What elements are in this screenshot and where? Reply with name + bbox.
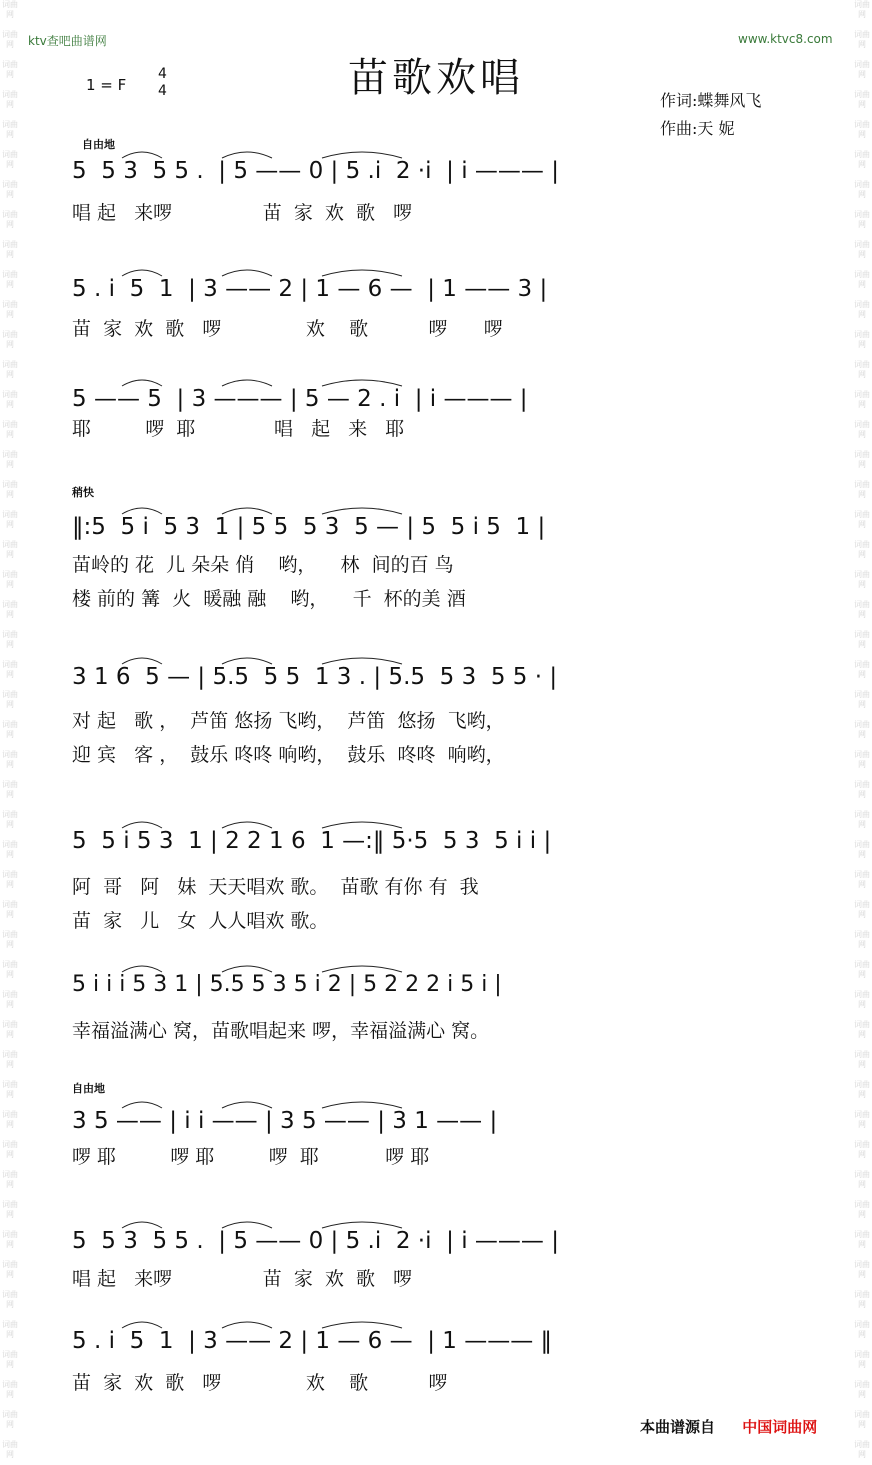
key-signature: 1 = F <box>86 76 127 94</box>
watermark-glyph: 词曲网 <box>2 990 18 1009</box>
watermark-glyph: 词曲网 <box>2 720 18 739</box>
notation-line: 5 5 3 5 5 . | 5 —— 0 | 5 .i 2 ·i | i ——— | <box>72 1228 559 1254</box>
lyric-line: 唱 起 来啰 苗 家 欢 歌 啰 <box>72 202 413 224</box>
watermark-glyph: 词曲网 <box>854 30 870 49</box>
watermark-glyph: 词曲网 <box>854 60 870 79</box>
watermark-glyph: 词曲网 <box>854 570 870 589</box>
watermark-glyph: 词曲网 <box>2 60 18 79</box>
watermark-glyph: 词曲网 <box>854 1260 870 1279</box>
watermark-glyph: 词曲网 <box>854 300 870 319</box>
song-title: 苗歌欢唱 <box>348 55 524 101</box>
watermark-glyph: 词曲网 <box>2 1410 18 1429</box>
watermark-glyph: 词曲网 <box>2 600 18 619</box>
watermark-glyph: 词曲网 <box>2 90 18 109</box>
watermark-glyph: 词曲网 <box>2 1380 18 1399</box>
watermark-glyph: 词曲网 <box>854 150 870 169</box>
watermark-glyph: 词曲网 <box>854 690 870 709</box>
watermark-glyph: 词曲网 <box>854 1080 870 1099</box>
watermark-glyph: 词曲网 <box>2 930 18 949</box>
watermark-glyph: 词曲网 <box>854 120 870 139</box>
footer-source-link[interactable]: 中国词曲网 <box>742 1418 818 1436</box>
watermark-glyph: 词曲网 <box>854 1110 870 1129</box>
watermark-glyph: 词曲网 <box>2 840 18 859</box>
watermark-glyph: 词曲网 <box>2 1320 18 1339</box>
notation-line: 5 i i i 5 3 1 | 5.5 5 3 5 i 2 | 5 2 2 2 i 5 i | <box>72 972 502 997</box>
watermark-glyph: 词曲网 <box>854 1140 870 1159</box>
time-signature: 4 4 <box>158 66 167 99</box>
watermark-glyph: 词曲网 <box>854 600 870 619</box>
watermark-glyph: 词曲网 <box>2 330 18 349</box>
watermark-glyph: 词曲网 <box>854 1170 870 1189</box>
left-site-link[interactable]: ktv查吧曲谱网 <box>28 34 107 48</box>
watermark-glyph: 词曲网 <box>854 360 870 379</box>
watermark-glyph: 词曲网 <box>2 540 18 559</box>
watermark-glyph: 词曲网 <box>854 390 870 409</box>
watermark-glyph: 词曲网 <box>854 990 870 1009</box>
notation-line: ‖:5 5 i 5 3 1 | 5 5 5 3 5 — | 5 5 i 5 1 | <box>72 514 546 540</box>
score-row <box>72 514 822 610</box>
watermark-glyph: 词曲网 <box>2 120 18 139</box>
watermark-glyph: 词曲网 <box>2 180 18 199</box>
score-row <box>72 276 822 340</box>
watermark-glyph: 词曲网 <box>2 1080 18 1099</box>
notation-line: 5 . i 5 1 | 3 —— 2 | 1 — 6 — | 1 —— 3 | <box>72 276 548 302</box>
composer-credit: 作曲:天 妮 <box>660 119 735 138</box>
watermark-glyph: 词曲网 <box>2 0 18 19</box>
lyric-line: 苗 家 欢 歌 啰 欢 歌 啰 <box>72 1372 448 1394</box>
watermark-glyph: 词曲网 <box>2 360 18 379</box>
watermark-glyph: 词曲网 <box>2 1050 18 1069</box>
watermark-glyph: 词曲网 <box>2 630 18 649</box>
watermark-glyph: 词曲网 <box>2 270 18 289</box>
right-site-link[interactable]: www.ktvc8.com <box>738 32 833 46</box>
tempo-mark-free-2: 自由地 <box>72 1082 105 1095</box>
score-row <box>72 972 822 1042</box>
notation-line: 3 5 —— | i i —— | 3 5 —— | 3 1 —— | <box>72 1108 498 1134</box>
lyric-line: 耶 啰 耶 唱 起 来 耶 <box>72 418 405 440</box>
watermark-glyph: 词曲网 <box>2 30 18 49</box>
lyric-line: 对 起 歌 ， 芦笛 悠扬 飞哟， 芦笛 悠扬 飞哟， <box>72 710 505 732</box>
footer-prefix: 本曲谱源自 <box>640 1418 716 1436</box>
watermark-glyph: 词曲网 <box>854 210 870 229</box>
score-row <box>72 664 822 766</box>
watermark-glyph: 词曲网 <box>854 510 870 529</box>
watermark-glyph: 词曲网 <box>2 210 18 229</box>
score-row <box>72 386 822 440</box>
watermark-glyph: 词曲网 <box>2 1440 18 1459</box>
watermark-glyph: 词曲网 <box>2 660 18 679</box>
left-watermark-strip <box>0 0 20 1465</box>
watermark-glyph: 词曲网 <box>854 1020 870 1039</box>
watermark-glyph: 词曲网 <box>854 720 870 739</box>
watermark-glyph: 词曲网 <box>854 840 870 859</box>
lyric-line: 幸福溢满心 窝，苗歌唱起来 啰，幸福溢满心 窝。 <box>72 1020 490 1042</box>
watermark-glyph: 词曲网 <box>2 1260 18 1279</box>
tempo-mark-free: 自由地 <box>82 138 115 151</box>
lyric-line: 苗 家 欢 歌 啰 欢 歌 啰 啰 <box>72 318 503 340</box>
watermark-glyph: 词曲网 <box>2 570 18 589</box>
lyric-line: 苗 家 儿 女 人人唱欢 歌。 <box>72 910 329 932</box>
watermark-glyph: 词曲网 <box>2 1290 18 1309</box>
watermark-glyph: 词曲网 <box>2 1020 18 1039</box>
lyricist-credit: 作词:蝶舞风飞 <box>660 91 762 110</box>
lyric-line: 苗岭的 花 儿 朵朵 俏 哟， 林 间的百 鸟 <box>72 554 454 576</box>
lyric-line: 迎 宾 客 ， 鼓乐 咚咚 响哟， 鼓乐 咚咚 响哟， <box>72 744 505 766</box>
watermark-glyph: 词曲网 <box>2 480 18 499</box>
notation-line: 5 . i 5 1 | 3 —— 2 | 1 — 6 — | 1 ——— ‖ <box>72 1328 553 1354</box>
source-footer <box>640 1416 817 1437</box>
watermark-glyph: 词曲网 <box>2 960 18 979</box>
watermark-glyph: 词曲网 <box>2 690 18 709</box>
watermark-glyph: 词曲网 <box>2 810 18 829</box>
watermark-glyph: 词曲网 <box>2 1230 18 1249</box>
watermark-glyph: 词曲网 <box>2 1140 18 1159</box>
watermark-glyph: 词曲网 <box>854 1200 870 1219</box>
watermark-glyph: 词曲网 <box>2 390 18 409</box>
lyric-line: 啰 耶 啰 耶 啰 耶 啰 耶 <box>72 1146 430 1168</box>
watermark-glyph: 词曲网 <box>854 660 870 679</box>
score-row <box>72 158 822 224</box>
notation-line: 5 5 i 5 3 1 | 2 2 1 6 1 —:‖ 5·5 5 3 5 i i | <box>72 828 552 854</box>
watermark-glyph: 词曲网 <box>2 1110 18 1129</box>
watermark-glyph: 词曲网 <box>854 180 870 199</box>
watermark-glyph: 词曲网 <box>2 780 18 799</box>
watermark-glyph: 词曲网 <box>2 450 18 469</box>
watermark-glyph: 词曲网 <box>854 1320 870 1339</box>
watermark-glyph: 词曲网 <box>854 240 870 259</box>
watermark-glyph: 词曲网 <box>854 480 870 499</box>
score-row <box>72 1108 822 1168</box>
watermark-glyph: 词曲网 <box>854 900 870 919</box>
watermark-glyph: 词曲网 <box>854 960 870 979</box>
watermark-glyph: 词曲网 <box>854 780 870 799</box>
watermark-glyph: 词曲网 <box>854 1050 870 1069</box>
watermark-glyph: 词曲网 <box>2 870 18 889</box>
watermark-glyph: 词曲网 <box>854 1440 870 1459</box>
notation-line: 5 5 3 5 5 . | 5 —— 0 | 5 .i 2 ·i | i ——— | <box>72 158 559 184</box>
watermark-glyph: 词曲网 <box>854 630 870 649</box>
watermark-glyph: 词曲网 <box>2 510 18 529</box>
watermark-glyph: 词曲网 <box>854 750 870 769</box>
watermark-glyph: 词曲网 <box>854 810 870 829</box>
watermark-glyph: 词曲网 <box>854 270 870 289</box>
notation-line: 3 1 6 5 — | 5.5 5 5 1 3 . | 5.5 5 3 5 5 · | <box>72 664 558 690</box>
score-row <box>72 1328 822 1394</box>
watermark-glyph: 词曲网 <box>2 1200 18 1219</box>
score-row <box>72 828 822 932</box>
watermark-glyph: 词曲网 <box>2 1350 18 1369</box>
watermark-glyph: 词曲网 <box>854 330 870 349</box>
right-watermark-strip <box>852 0 872 1465</box>
watermark-glyph: 词曲网 <box>2 150 18 169</box>
watermark-glyph: 词曲网 <box>854 1410 870 1429</box>
watermark-glyph: 词曲网 <box>854 870 870 889</box>
watermark-glyph: 词曲网 <box>854 1290 870 1309</box>
notation-line: 5 —— 5 | 3 ——— | 5 — 2 . i | i ——— | <box>72 386 528 412</box>
lyric-line: 阿 哥 阿 妹 天天唱欢 歌。 苗歌 有你 有 我 <box>72 876 479 898</box>
lyric-line: 唱 起 来啰 苗 家 欢 歌 啰 <box>72 1268 413 1290</box>
watermark-glyph: 词曲网 <box>854 90 870 109</box>
watermark-glyph: 词曲网 <box>2 900 18 919</box>
watermark-glyph: 词曲网 <box>2 420 18 439</box>
watermark-glyph: 词曲网 <box>854 450 870 469</box>
watermark-glyph: 词曲网 <box>854 540 870 559</box>
watermark-glyph: 词曲网 <box>854 1350 870 1369</box>
watermark-glyph: 词曲网 <box>854 1230 870 1249</box>
score-row <box>72 1228 822 1290</box>
watermark-glyph: 词曲网 <box>854 1380 870 1399</box>
watermark-glyph: 词曲网 <box>2 300 18 319</box>
watermark-glyph: 词曲网 <box>854 930 870 949</box>
tempo-mark-faster: 稍快 <box>72 486 94 499</box>
watermark-glyph: 词曲网 <box>2 240 18 259</box>
watermark-glyph: 词曲网 <box>2 750 18 769</box>
watermark-glyph: 词曲网 <box>854 0 870 19</box>
lyric-line: 楼 前的 篝 火 暖融 融 哟， 千 杯的美 酒 <box>72 588 466 610</box>
watermark-glyph: 词曲网 <box>2 1170 18 1189</box>
watermark-glyph: 词曲网 <box>854 420 870 439</box>
